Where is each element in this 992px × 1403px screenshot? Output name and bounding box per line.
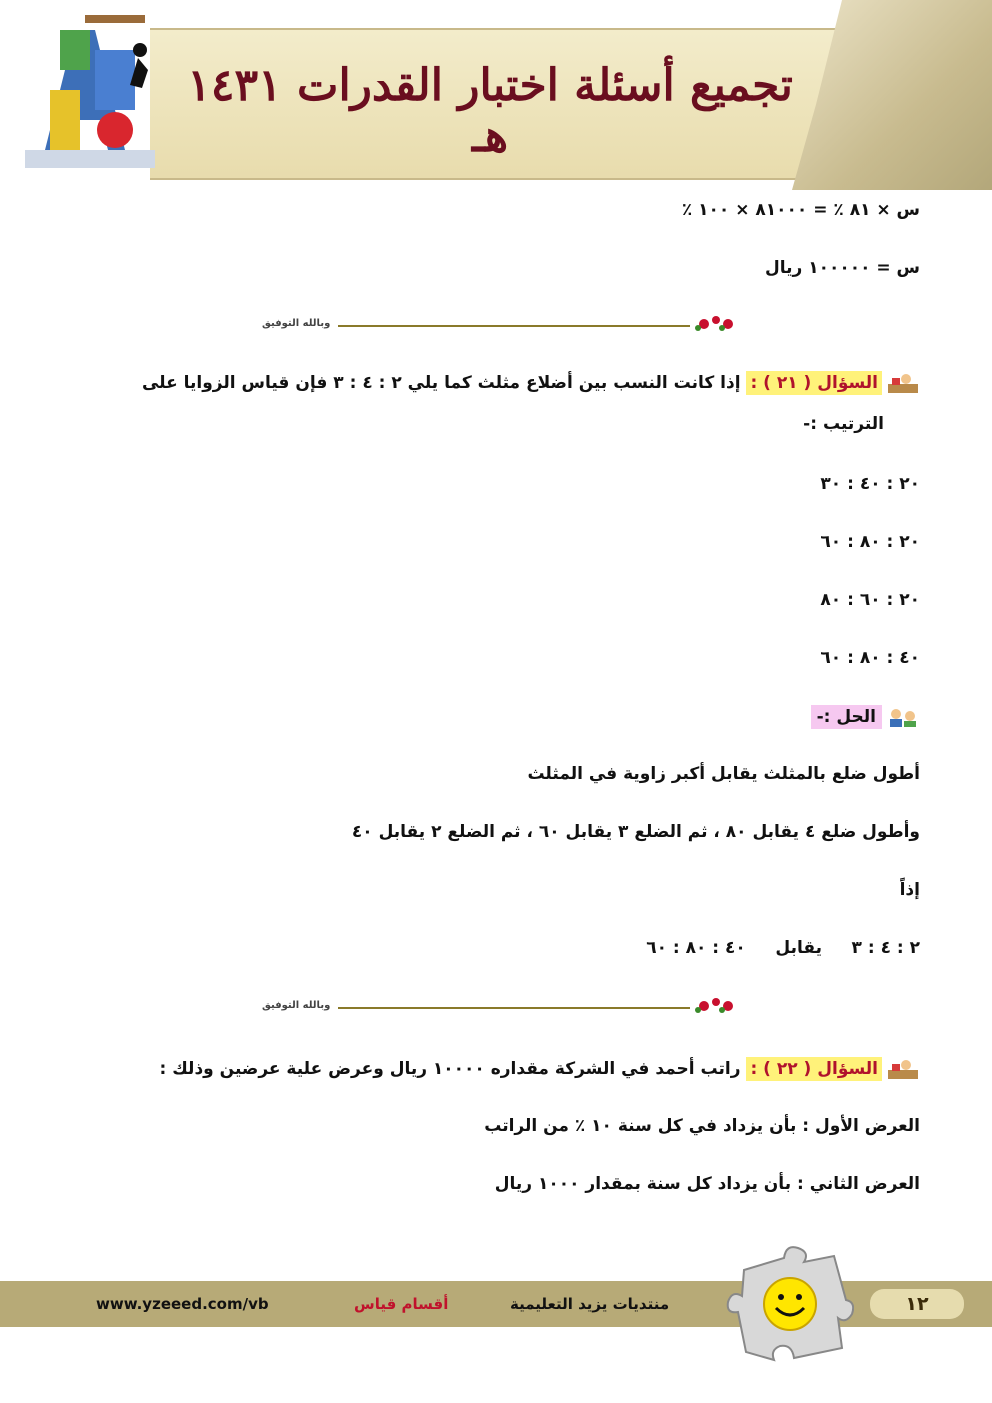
student-reading-icon-2 xyxy=(886,1058,920,1080)
option-2: ٢٠ : ٨٠ : ٦٠ xyxy=(820,532,920,552)
student-reading-icon xyxy=(886,372,920,394)
question-22-line xyxy=(160,1058,920,1080)
logo-icon xyxy=(20,10,160,180)
divider-text: وبالله التوفيق xyxy=(262,318,331,329)
question-22-label: السؤال ( ٢٢ ) : xyxy=(746,1057,882,1081)
footer-section: أقسام قياس xyxy=(354,1295,449,1313)
option-1: ٢٠ : ٤٠ : ٣٠ xyxy=(820,474,920,494)
question-21-text: إذا كانت النسب بين أضلاع مثلث كما يلي ٢ : ٤ : ٣ فإن قياس الزوايا على xyxy=(141,373,741,393)
option-4: ٤٠ : ٨٠ : ٦٠ xyxy=(820,648,920,668)
students-icon xyxy=(886,706,920,728)
page-header xyxy=(0,0,992,190)
question-21-line-1 xyxy=(142,372,920,394)
solution-line-1: أطول ضلع بالمثلث يقابل أكبر زاوية في المثلث xyxy=(527,764,920,784)
offer-2: العرض الثاني : بأن يزداد كل سنة بمقدار ١٠٠٠ ريال xyxy=(494,1174,920,1194)
solution-line-3: إذاً xyxy=(899,880,920,900)
solution-line-2: وأطول ضلع ٤ يقابل ٨٠ ، ثم الضلع ٣ يقابل ٦٠ ، ثم الضلع ٢ يقابل ٤٠ xyxy=(351,822,920,842)
page-number: ١٢ xyxy=(870,1289,964,1319)
smiley-puzzle-icon xyxy=(724,1240,854,1365)
option-3: ٢٠ : ٦٠ : ٨٠ xyxy=(820,590,920,610)
solution-label: الحل :- xyxy=(811,705,882,729)
footer-url[interactable]: www.yzeeed.com/vb xyxy=(96,1295,269,1313)
question-22-text: راتب أحمد في الشركة مقداره ١٠٠٠٠ ريال وعرض علية عرضين وذلك : xyxy=(159,1059,741,1079)
solution-line-4: ٢ : ٤ : ٣ يقابل ٤٠ : ٨٠ : ٦٠ xyxy=(646,938,920,958)
equation-2: س = ١٠٠٠٠٠ ريال xyxy=(764,258,920,278)
offer-1: العرض الأول : بأن يزداد في كل سنة ١٠ ٪ من الراتب xyxy=(484,1116,920,1136)
footer-forum-name: منتديات يزيد التعليمية xyxy=(510,1295,670,1313)
question-21-line-2: الترتيب :- xyxy=(803,414,884,434)
equation-1: س × ٨١ ٪ = ٨١٠٠٠ × ١٠٠ ٪ xyxy=(681,200,920,220)
page-title: تجميع أسئلة اختبار القدرات ١٤٣١ هـ xyxy=(187,60,793,162)
divider-text-2: وبالله التوفيق xyxy=(262,1000,331,1011)
solution-heading xyxy=(811,706,920,728)
question-21-label: السؤال ( ٢١ ) : xyxy=(746,371,882,395)
